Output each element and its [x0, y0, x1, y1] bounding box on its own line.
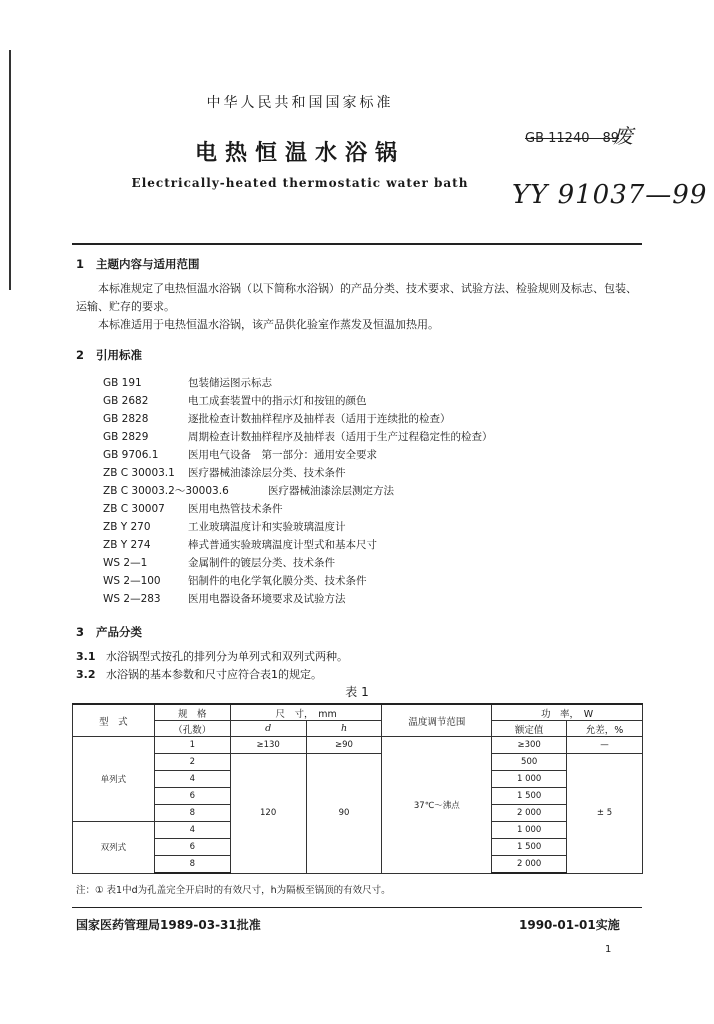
header-type: 型 式 — [73, 704, 155, 737]
cell-holes: 8 — [154, 805, 230, 822]
handwritten-new-code: YY 91037—99 — [512, 180, 708, 210]
table-row — [73, 754, 643, 771]
reference-item — [103, 573, 367, 588]
cell-power: 1 000 — [492, 771, 567, 788]
clause-3-1 — [76, 648, 348, 664]
header-spec: 规 格 — [154, 704, 230, 721]
cell-tolerance: — — [567, 737, 643, 754]
header-holes: （孔数） — [154, 721, 230, 737]
section-title: 产品分类 — [96, 625, 142, 639]
cell-holes: 4 — [154, 771, 230, 788]
cell-power: 2 000 — [492, 805, 567, 822]
section-2-heading — [76, 347, 142, 363]
reference-code: GB 2828 — [103, 413, 149, 425]
cell-holes: 8 — [154, 856, 230, 874]
reference-code: WS 2—1 — [103, 557, 148, 569]
clause-text: 水浴锅的基本参数和尺寸应符合表1的规定。 — [106, 668, 322, 681]
reference-title: 棒式普通实验玻璃温度计型式和基本尺寸 — [188, 539, 377, 551]
reference-title: 工业玻璃温度计和实验玻璃温度计 — [188, 521, 346, 533]
header-power: 功 率， W — [492, 704, 643, 721]
header-temp-range: 温度调节范围 — [382, 704, 492, 737]
document-title: 电热恒温水浴锅 — [194, 141, 405, 166]
cell-power: ≥300 — [492, 737, 567, 754]
parameter-table — [72, 703, 643, 874]
reference-title: 铝制件的电化学氧化膜分类、技术条件 — [188, 575, 367, 587]
section-number: 1 — [76, 257, 85, 271]
cell-power: 1 500 — [492, 839, 567, 856]
reference-title: 逐批检查计数抽样程序及抽样表（适用于连续批的检查） — [188, 413, 451, 425]
cell-holes: 6 — [154, 839, 230, 856]
cell-holes: 2 — [154, 754, 230, 771]
clause-text: 水浴锅型式按孔的排列分为单列式和双列式两种。 — [106, 650, 348, 663]
cell-power: 1 500 — [492, 788, 567, 805]
table-note: 注：① 表1中d为孔盖完全开启时的有效尺寸，h为隔板至锅顶的有效尺寸。 — [76, 885, 391, 896]
reference-code: ZB C 30007 — [103, 503, 165, 515]
cell-h: ≥90 — [306, 737, 382, 754]
reference-item — [103, 555, 335, 570]
reference-code: GB 191 — [103, 377, 142, 389]
section-title: 主题内容与适用范围 — [96, 257, 200, 271]
section-title: 引用标准 — [96, 348, 142, 362]
reference-code: ZB C 30003.2～30003.6 — [103, 485, 229, 497]
reference-title: 医疗器械油漆涂层测定方法 — [268, 485, 394, 497]
header-h: h — [306, 721, 382, 737]
scan-edge-line — [9, 50, 11, 290]
reference-item — [103, 519, 346, 534]
header-d: d — [230, 721, 306, 737]
reference-item — [103, 537, 377, 552]
cell-type-single: 单列式 — [73, 737, 155, 822]
cell-temp-range: 37℃～沸点 — [382, 737, 492, 874]
section-number: 3 — [76, 625, 85, 639]
cell-power: 500 — [492, 754, 567, 771]
reference-item — [103, 591, 346, 606]
reference-code: GB 2682 — [103, 395, 149, 407]
reference-item — [103, 393, 367, 408]
issuing-authority: 中华人民共和国国家标准 — [206, 95, 394, 111]
cell-power: 1 000 — [492, 822, 567, 839]
cell-holes: 6 — [154, 788, 230, 805]
cell-holes: 4 — [154, 822, 230, 839]
reference-code: WS 2—100 — [103, 575, 161, 587]
cell-d-common: 120 — [230, 754, 306, 874]
header-tolerance: 允差，% — [567, 721, 643, 737]
reference-item — [103, 411, 451, 426]
table-header-row — [73, 721, 643, 737]
reference-code: GB 9706.1 — [103, 449, 159, 461]
reference-item — [103, 465, 346, 480]
implementation-date: 1990-01-01实施 — [519, 918, 620, 932]
reference-code: ZB Y 274 — [103, 539, 151, 551]
table-header-row — [73, 704, 643, 721]
cell-type-double: 双列式 — [73, 822, 155, 874]
section-number: 2 — [76, 348, 85, 362]
cell-tolerance-common: ± 5 — [567, 754, 643, 874]
cell-h-common: 90 — [306, 754, 382, 874]
reference-title: 金属制件的镀层分类、技术条件 — [188, 557, 335, 569]
header-divider — [72, 243, 642, 245]
reference-code: GB 2829 — [103, 431, 149, 443]
section-1-heading — [76, 256, 200, 272]
reference-title: 医疗器械油漆涂层分类、技术条件 — [188, 467, 346, 479]
reference-title: 包装储运图示标志 — [188, 377, 272, 389]
reference-title: 周期检查计数抽样程序及抽样表（适用于生产过程稳定性的检查） — [188, 431, 493, 443]
clause-number: 3.2 — [76, 668, 96, 681]
reference-code: ZB C 30003.1 — [103, 467, 175, 479]
table-caption: 表 1 — [345, 685, 369, 699]
approval-statement: 国家医药管理局1989-03-31批准 — [76, 918, 261, 932]
reference-code: ZB Y 270 — [103, 521, 151, 533]
header-rated: 额定值 — [492, 721, 567, 737]
footer-divider — [72, 907, 642, 908]
section-1-paragraph-2: 本标准适用于电热恒温水浴锅，该产品供化验室作蒸发及恒温加热用。 — [98, 318, 439, 331]
reference-item — [103, 501, 283, 516]
handwritten-obsolete-mark: 废 — [613, 124, 633, 148]
page-number: 1 — [605, 944, 612, 955]
reference-title: 电工成套装置中的指示灯和按钮的颜色 — [188, 395, 367, 407]
reference-title: 医用电器设备环境要求及试验方法 — [188, 593, 346, 605]
reference-title: 医用电气设备 第一部分：通用安全要求 — [188, 449, 377, 461]
reference-item — [103, 483, 394, 498]
header-dimensions: 尺 寸， mm — [230, 704, 382, 721]
table-row — [73, 737, 643, 754]
cell-d: ≥130 — [230, 737, 306, 754]
reference-code: WS 2—283 — [103, 593, 161, 605]
reference-item — [103, 429, 493, 444]
clause-number: 3.1 — [76, 650, 96, 663]
reference-title: 医用电热管技术条件 — [188, 503, 283, 515]
clause-3-2 — [76, 666, 322, 682]
struck-standard-code: GB 11240—89 — [525, 131, 620, 146]
reference-item — [103, 447, 377, 462]
cell-holes: 1 — [154, 737, 230, 754]
section-1-paragraph-1: 本标准规定了电热恒温水浴锅（以下简称水浴锅）的产品分类、技术要求、试验方法、检验规则及标志、包装、运输、贮存的要求。 — [76, 282, 637, 313]
reference-item — [103, 375, 272, 390]
section-3-heading — [76, 624, 142, 640]
cell-power: 2 000 — [492, 856, 567, 874]
document-subtitle-english: Electrically-heated thermostatic water bath — [131, 176, 469, 190]
